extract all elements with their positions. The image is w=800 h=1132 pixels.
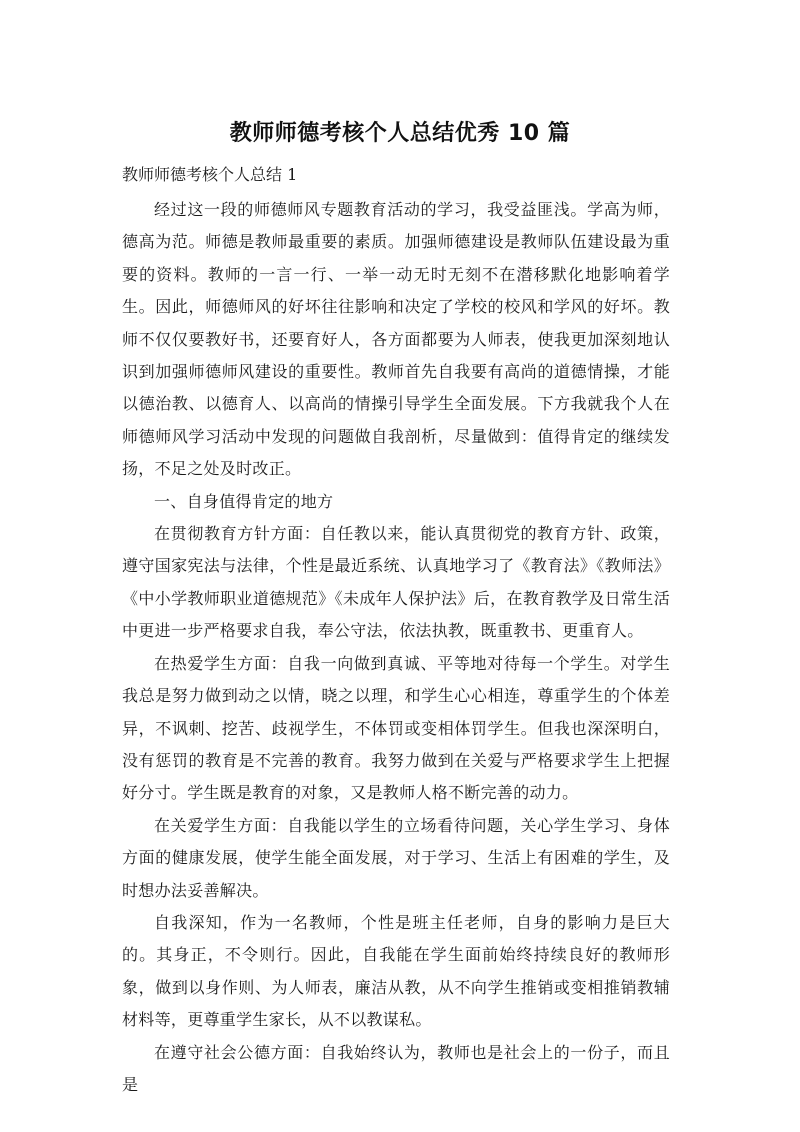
section-heading: 教师师德考核个人总结 1 xyxy=(122,165,298,184)
paragraph-social-morality: 在遵守社会公德方面：自我始终认为，教师也是社会上的一份子，而且是 xyxy=(122,1042,670,1094)
paragraph-care-students: 在关爱学生方面：自我能以学生的立场看待问题，关心学生学习、身体方面的健康发展，使学生能全面发展，对于学习、生活上有困难的学生，及时想办法妥善解决。 xyxy=(122,815,670,900)
paragraph-love-students: 在热爱学生方面：自我一向做到真诚、平等地对待每一个学生。对学生我总是努力做到动之以情，晓之以理，和学生心心相连，尊重学生的个体差异，不讽刺、挖苦、歧视学生，不体罚或变相体罚学生。但我也深深明白，没有惩罚的教育是不完善的教育。我努力做到在关爱与严格要求学生上把握好分寸。学生既是教育的对象，又是教师人格不断完善的动力。 xyxy=(122,653,670,803)
paragraph-role-model: 自我深知，作为一名教师，个性是班主任老师，自身的影响力是巨大的。其身正，不令则行。因此，自我能在学生面前始终持续良好的教师形象，做到以身作则、为人师表，廉洁从教，从不向学生推销或变相推销教辅材料等，更尊重学生家长，从不以教谋私。 xyxy=(122,912,670,1030)
paragraph-education-policy: 在贯彻教育方针方面：自任教以来，能认真贯彻党的教育方针、政策，遵守国家宪法与法律，个性是最近系统、认真地学习了《教育法》《教师法》《中小学教师职业道德规范》《未成年人保护法》后，在教育教学及日常生活中更进一步严格要求自我，奉公守法，依法执教，既重教书、更重育人。 xyxy=(122,524,670,641)
paragraph-heading-strengths: 一、自身值得肯定的地方 xyxy=(154,491,334,511)
paragraph-intro: 经过这一段的师德师风专题教育活动的学习，我受益匪浅。学高为师，德高为范。师德是教师最重要的素质。加强师德建设是教师队伍建设最为重要的资料。教师的一言一行、一举一动无时无刻不在潜移默化地影响着学生。因此，师德师风的好坏往往影响和决定了学校的校风和学风的好坏。教师不仅仅要教好书，还要育好人，各方面都要为人师表，使我更加深刻地认识到加强师德师风建设的重要性。教师首先自我要有高尚的道德情操，才能以德治教、以德育人、以高尚的情操引导学生全面发展。下方我就我个人在师德师风学习活动中发现的问题做自我剖析，尽量做到：值得肯定的继续发扬，不足之处及时改正。 xyxy=(122,200,670,479)
document-body xyxy=(122,194,670,1101)
document-title: 教师师德考核个人总结优秀 10 篇 xyxy=(229,121,571,146)
